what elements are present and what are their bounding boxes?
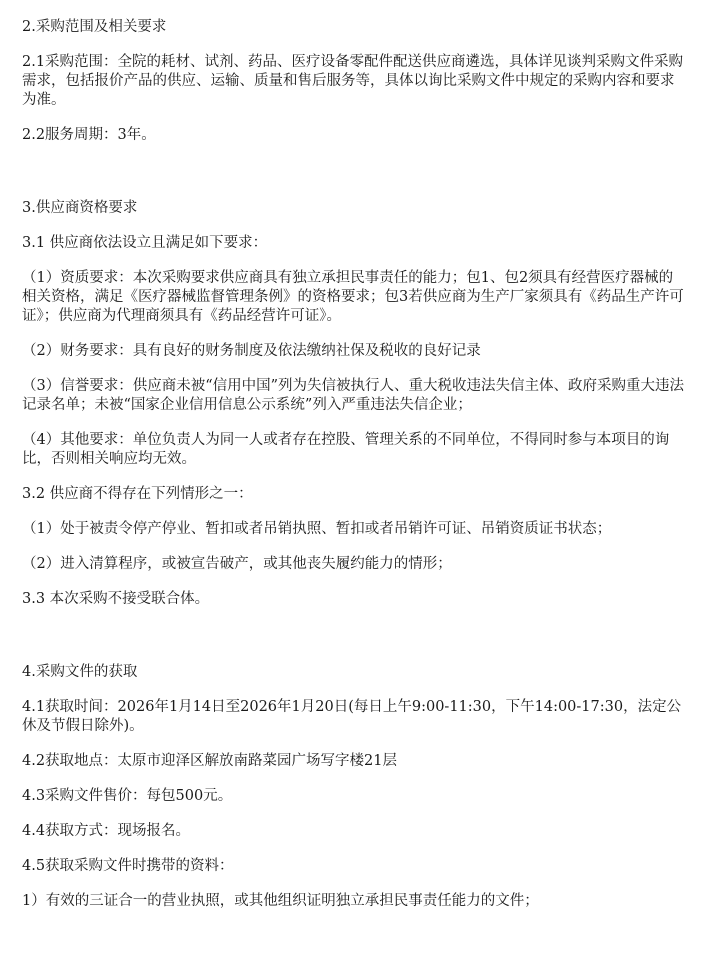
paragraph-4-4: 4.4获取方式：现场报名。 bbox=[22, 823, 191, 839]
paragraph-4-2: 4.2获取地点：太原市迎泽区解放南路菜园广场写字楼21层 bbox=[22, 753, 398, 769]
requirement-qualification: （1）资质要求：本次采购要求供应商具有独立承担民事责任的能力；包1、包2须具有经营医疗器械的相关资格，满足《医疗器械监督管理条例》的资格要求；包3若供应商为生产厂家须具有《药品生产许可证》；供应商为代理商须具有《药品经营许可证》。 bbox=[22, 270, 684, 324]
paragraph-3-3: 3.3 本次采购不接受联合体。 bbox=[22, 591, 210, 607]
requirement-credit: （3）信誉要求：供应商未被“信用中国”列为失信被执行人、重大税收违法失信主体、政府采购重大违法记录名单；未被“国家企业信用信息公示系统”列入严重违法失信企业； bbox=[22, 378, 685, 413]
requirement-other: （4）其他要求：单位负责人为同一人或者存在控股、管理关系的不同单位，不得同时参与本项目的询比，否则相关响应均无效。 bbox=[22, 432, 670, 467]
paragraph-4-3: 4.3采购文件售价：每包500元。 bbox=[22, 788, 233, 804]
paragraph-4-1: 4.1获取时间：2026年1月14日至2026年1月20日(每日上午9:00-11:30，下午14:00-17:30，法定公休及节假日除外)。 bbox=[22, 699, 682, 734]
paragraph-3-2: 3.2 供应商不得存在下列情形之一： bbox=[22, 486, 253, 502]
section-3-heading: 3.供应商资格要求 bbox=[22, 200, 138, 216]
paragraph-2-2: 2.2服务周期：3年。 bbox=[22, 127, 156, 143]
paragraph-2-1: 2.1采购范围：全院的耗材、试剂、药品、医疗设备零配件配送供应商遴选，具体详见谈判采购文件采购需求，包括报价产品的供应、运输、质量和售后服务等，具体以询比采购文件中规定的采购内容和要求为准。 bbox=[22, 54, 684, 108]
section-2-heading: 2.采购范围及相关要求 bbox=[22, 19, 167, 35]
paragraph-3-1: 3.1 供应商依法设立且满足如下要求： bbox=[22, 235, 268, 251]
document-item-1: 1）有效的三证合一的营业执照，或其他组织证明独立承担民事责任能力的文件； bbox=[22, 893, 539, 909]
document-body bbox=[22, 0, 687, 911]
exclusion-1: （1）处于被责令停产停业、暂扣或者吊销执照、暂扣或者吊销许可证、吊销资质证书状态； bbox=[22, 521, 612, 537]
paragraph-4-5: 4.5获取采购文件时携带的资料： bbox=[22, 858, 234, 874]
exclusion-2: （2）进入清算程序，或被宣告破产，或其他丧失履约能力的情形； bbox=[22, 556, 452, 572]
section-4-heading: 4.采购文件的获取 bbox=[22, 664, 138, 680]
requirement-finance: （2）财务要求：具有良好的财务制度及依法缴纳社保及税收的良好记录 bbox=[22, 343, 481, 359]
